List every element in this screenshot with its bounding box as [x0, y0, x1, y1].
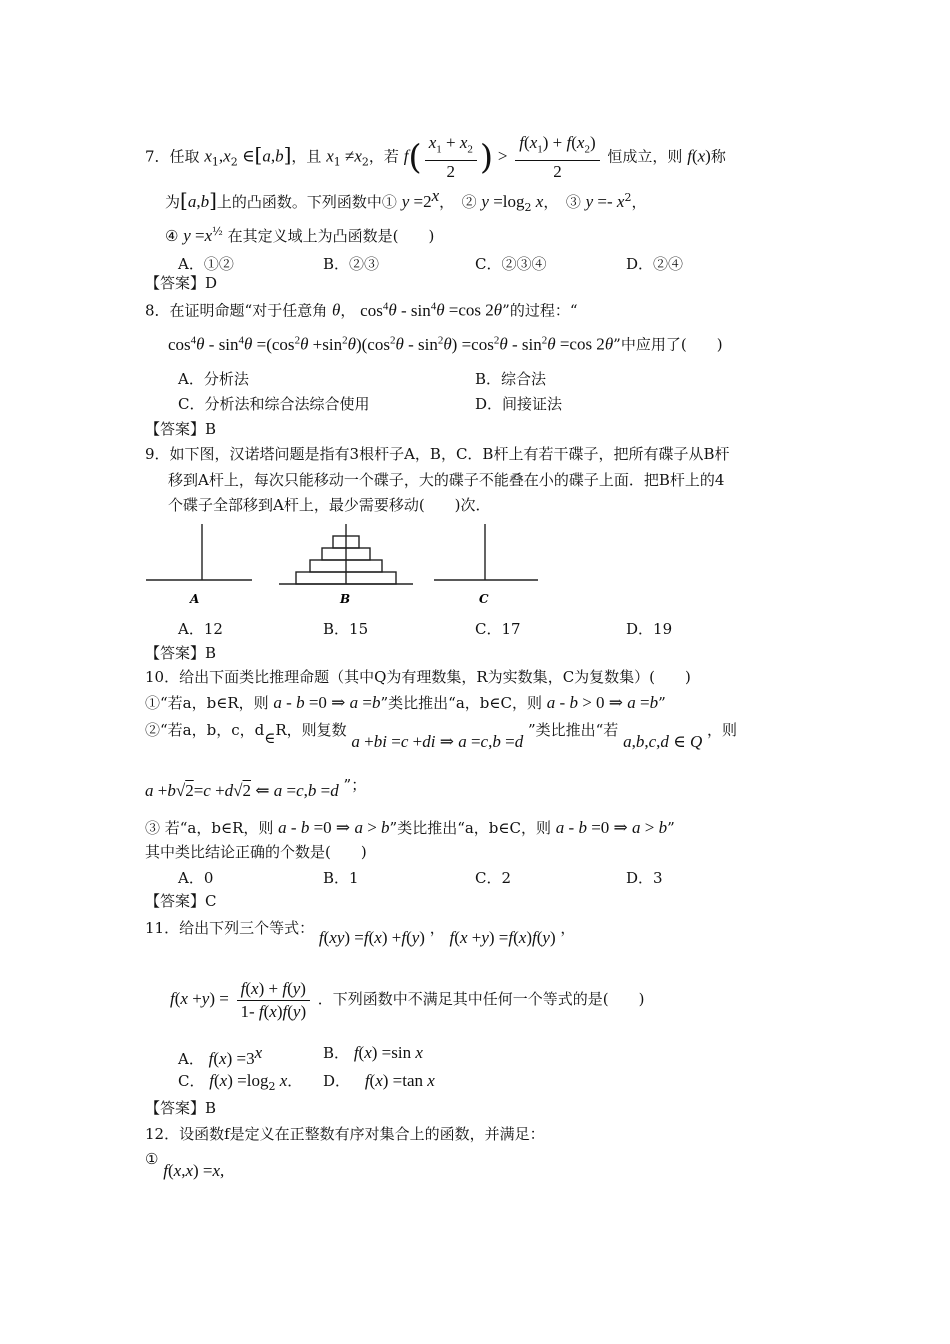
q12-condition-1: ① f(x,x) =x,: [145, 1150, 225, 1180]
q9-line3: 个碟子全部移到A杆上，最少需要移动( )次．: [168, 496, 491, 514]
q8-line1: 8．在证明命题“对于任意角 θ， $\cos^4\theta - \sin^4\theta =\cos$ 2θ”的过程：“: [145, 300, 578, 320]
q9-line2: 移到A杆上，每次只能移动一个碟子，大的碟子不能叠在小的碟子上面．把B杆上的4: [168, 471, 725, 489]
q9-line1: 9．如下图，汉诺塔问题是指有3根杆子A，B，C．B杆上有若干碟子，把所有碟子从B杆: [145, 445, 730, 463]
q11-line2: f(x +y) = $\frac{f(x) + f(y)}{1- f(x)f(y)}$ ．下列函数中不满足其中任何一个等式的是( ): [170, 978, 645, 1021]
peg-a: [146, 524, 252, 580]
q11-option-a: A． $f(x) =3^x$: [178, 1043, 263, 1068]
label-b: B: [340, 592, 351, 606]
q9-option-b: B．15: [323, 620, 369, 638]
q10-prop2-cont: a +b√2=c +d√2 ⇐ a =c,b =d ”；: [145, 776, 367, 800]
q8-answer: 【答案】B: [145, 420, 217, 438]
fraction-mid: $\frac{x_1 + x_2}{2}$: [425, 132, 477, 183]
q11-option-d: D． f(x) =tan x: [323, 1071, 435, 1090]
q12-intro: 12．设函数f是定义在正整数有序对集合上的函数，并满足：: [145, 1125, 545, 1143]
hanoi-figure: [140, 520, 550, 610]
q10-option-b: B．1: [323, 869, 359, 887]
q10-answer: 【答案】C: [145, 892, 217, 910]
q8-option-b: B．综合法: [475, 370, 547, 388]
q8-option-c: C．分析法和综合法综合使用: [178, 395, 370, 413]
q7-number: 7．: [145, 147, 170, 166]
q9-option-a: A．12: [178, 620, 223, 638]
q10-intro: 10．给出下面类比推理命题（其中Q为有理数集，R为实数集，C为复数集）( ): [145, 668, 691, 686]
q11-option-c: C． $f(x) =\log_2$ x．: [178, 1071, 303, 1093]
q7-option-a: A．①②: [178, 255, 234, 273]
label-c: C: [479, 592, 489, 606]
q8-option-a: A．分析法: [178, 370, 249, 388]
q8-option-d: D．间接证法: [475, 395, 563, 413]
q10-prop2: ②“若a，b，c，d∈R，则复数 a +bi =c +di ⇒ a =c,b =d ”类比推出“若 a,b,c,d ∈ Q ，则: [145, 721, 738, 751]
q7-option-b: B．②③: [323, 255, 380, 273]
q7-answer: 【答案】D: [145, 274, 218, 292]
q10-option-d: D．3: [626, 869, 663, 887]
q10-option-c: C．2: [475, 869, 512, 887]
q10-question: 其中类比结论正确的个数是( ): [145, 843, 367, 861]
q7-line3: ④ $y =x^{\frac{1}{2}}$ 在其定义域上为凸函数是( ): [165, 225, 435, 245]
q9-option-c: C．17: [475, 620, 521, 638]
math-x1x2: x: [204, 146, 212, 166]
q10-option-a: A．0: [178, 869, 214, 887]
q9-option-d: D．19: [626, 620, 673, 638]
label-a: A: [190, 592, 200, 606]
q7-line1: 7．任取 $x_1,x_2$ ∈[a,b]，且 $x_1 \ne x_2$，若 f( $\frac{x_1 + x_2}{2}$ ) > $\frac{f(x_1) + f(x_2)}{2}$ 恒成立，则 f(x)称: [145, 133, 726, 182]
q7-option-c: C．②③④: [475, 255, 547, 273]
q7-line2: 为[a,b]上的凸函数。下列函数中① $y =2^x$， ② $y =\log_2$ x， ③ $y =- x^2$，: [165, 186, 647, 214]
q9-answer: 【答案】B: [145, 644, 217, 662]
q8-line2: $\cos^4\theta - \sin^4\theta =(\cos^2\theta +\sin^2\theta)(\cos^2\theta - \sin^2\theta) =\cos^2\theta - \sin^2\theta =\cos$ 2θ”中应用了( ): [168, 334, 723, 354]
fraction-avg: $\frac{f(x_1) + f(x_2)}{2}$: [515, 132, 599, 183]
q11-answer: 【答案】B: [145, 1099, 217, 1117]
peg-b: [279, 524, 413, 584]
q10-prop1: ①“若a，b∈R，则 a - b =0 ⇒ a =b”类比推出“a，b∈C，则 a - b > 0 ⇒ a =b”: [145, 693, 666, 712]
q11-option-b: B． f(x) =sin x: [323, 1043, 423, 1062]
q11-line1: 11．给出下列三个等式： f(xy) =f(x) +f(y) ， f(x +y) =f(x)f(y) ，: [145, 919, 576, 947]
fraction-tan-sum: $\frac{f(x) + f(y)}{1- f(x)f(y)}$: [237, 978, 310, 1023]
q10-prop3: ③ 若“a，b∈R，则 a - b =0 ⇒ a > b”类比推出“a，b∈C，则 a - b =0 ⇒ a > b”: [145, 818, 675, 837]
q7-option-d: D．②④: [626, 255, 684, 273]
peg-c: [434, 524, 538, 580]
